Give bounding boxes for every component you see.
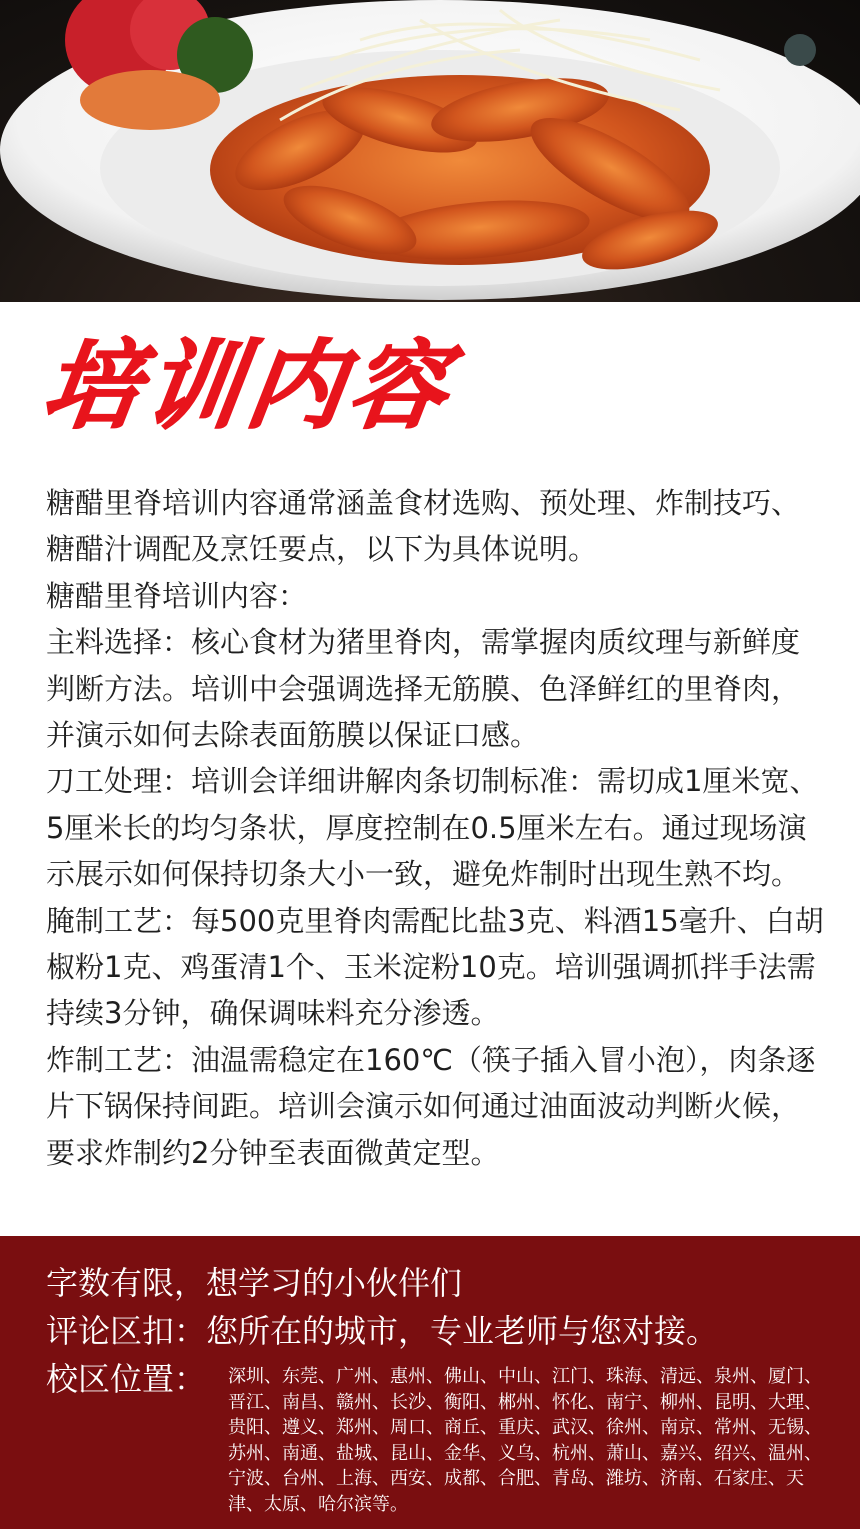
intro-paragraph: 糖醋里脊培训内容通常涵盖食材选购、预处理、炸制技巧、糖醋汁调配及烹饪要点，以下为具体说明。 <box>46 486 801 567</box>
frying-paragraph: 炸制工艺：油温需稳定在160℃（筷子插入冒小泡），肉条逐片下锅保持间距。培训会演示如何通过油面波动判断火候，要求炸制约2分钟至表面微黄定型。 <box>46 1042 816 1170</box>
training-content <box>46 480 826 1176</box>
campus-city-list: 深圳、东莞、广州、惠州、佛山、中山、江门、珠海、清远、泉州、厦门、晋江、南昌、赣州、长沙、衡阳、郴州、怀化、南宁、柳州、昆明、大理、贵阳、遵义、郑州、周口、商丘、重庆、武汉、徐州、南京、常州、无锡、苏州、南通、盐城、昆山、金华、义乌、杭州、萧山、嘉兴、绍兴、温州、宁波、台州、上海、西安、成都、合肥、青岛、潍坊、济南、石家庄、天津、太原、哈尔滨等。 <box>228 1366 822 1515</box>
page-title: 培训内容 <box>36 330 460 442</box>
marinating-paragraph: 腌制工艺：每500克里脊肉需配比盐3克、料酒15毫升、白胡椒粉1克、鸡蛋清1个、玉米淀粉10克。培训强调抓拌手法需持续3分钟，确保调味料充分渗透。 <box>46 903 824 1031</box>
dish-photo <box>0 0 860 302</box>
main-ingredient-paragraph: 主料选择：核心食材为猪里脊肉，需掌握肉质纹理与新鲜度判断方法。培训中会强调选择无筋膜、色泽鲜红的里脊肉，并演示如何去除表面筋膜以保证口感。 <box>46 625 801 753</box>
section-heading: 糖醋里脊培训内容： <box>46 578 308 613</box>
knife-work-paragraph: 刀工处理：培训会详细讲解肉条切制标准：需切成1厘米宽、5厘米长的均匀条状，厚度控制在0.5厘米左右。通过现场演示展示如何保持切条大小一致，避免炸制时出现生熟不均。 <box>46 764 819 892</box>
footer-line-2: 评论区扣：您所在的城市，专业老师与您对接。 <box>46 1312 719 1350</box>
footer-line-1: 字数有限，想学习的小伙伴们 <box>46 1264 463 1302</box>
campus-location-label: 校区位置： <box>46 1360 207 1398</box>
